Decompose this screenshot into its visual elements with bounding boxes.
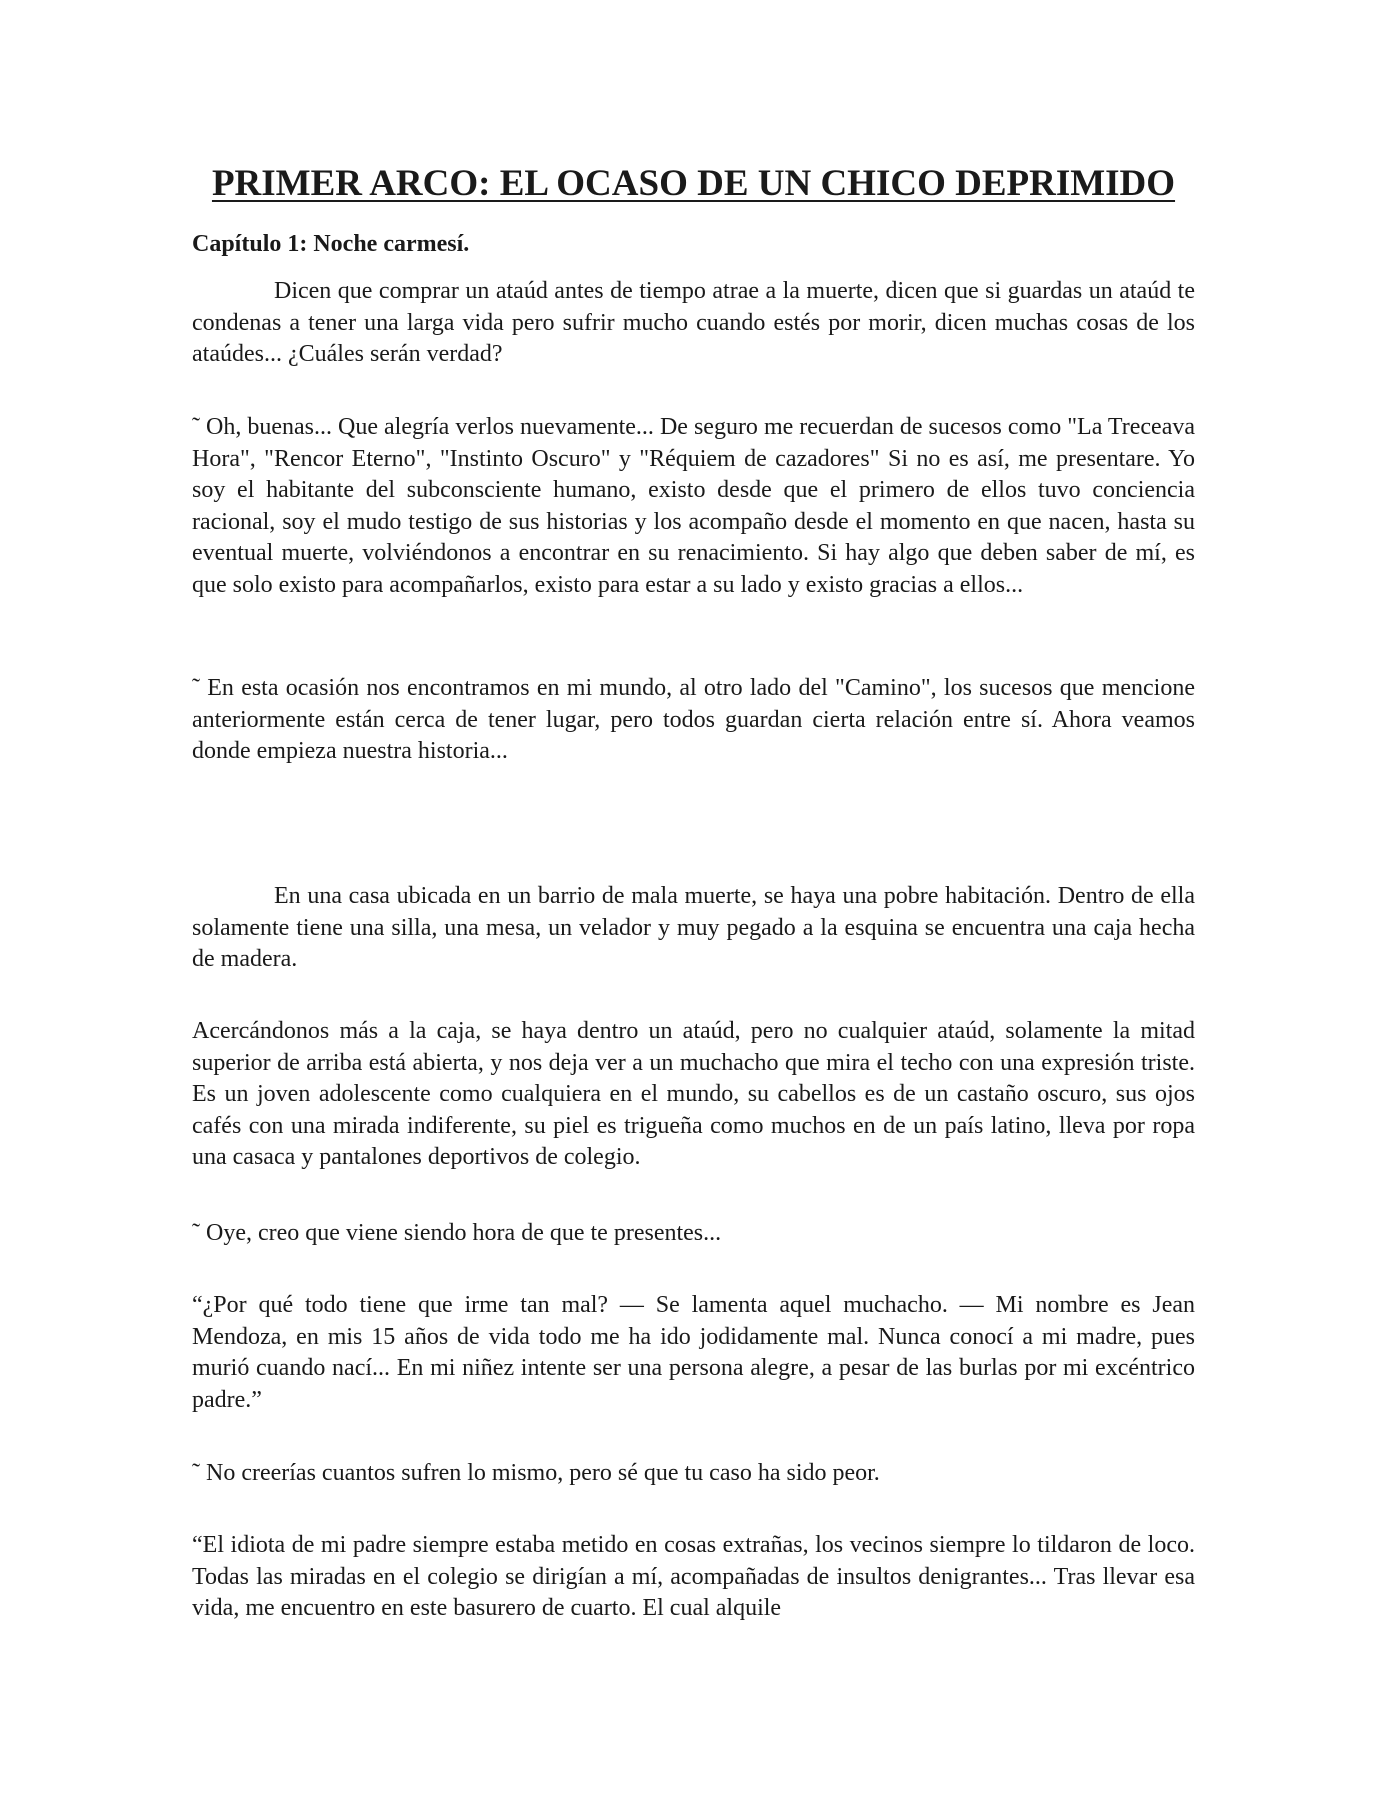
page-title: PRIMER ARCO: EL OCASO DE UN CHICO DEPRIMIDO xyxy=(211,163,1176,204)
paragraph-9: “El idiota de mi padre siempre estaba metido en cosas extrañas, los vecinos siempre lo tildaron de loco. Todas las miradas en el colegio se dirigían a mí, acompañadas de insultos denigrantes... Tras llevar esa vida, me encuentro en este basurero de cuarto. El cual alquile xyxy=(192,1532,1195,1621)
paragraph-1: Dicen que comprar un ataúd antes de tiempo atrae a la muerte, dicen que si guardas un ataúd te condenas a tener una larga vida pero sufrir mucho cuando estés por morir, dicen muchas cosas de los ataúdes... ¿Cuáles serán verdad? xyxy=(192,278,1195,367)
paragraph-4: En una casa ubicada en un barrio de mala muerte, se haya una pobre habitación. Dentro de ella solamente tiene una silla, una mesa, un velador y muy pegado a la esquina se encuentra una caja hecha de madera. xyxy=(192,883,1195,972)
paragraph-5: Acercándonos más a la caja, se haya dentro un ataúd, pero no cualquier ataúd, solamente la mitad superior de arriba está abierta, y nos deja ver a un muchacho que mira el techo con una expresión triste. Es un joven adolescente como cualquiera en el mundo, su cabellos es de un castaño oscuro, sus ojos cafés con una mirada indiferente, su piel es trigueña como muchos en de un país latino, lleva por ropa una casaca y pantalones deportivos de colegio. xyxy=(192,1018,1195,1170)
chapter-heading: Capítulo 1: Noche carmesí. xyxy=(192,231,470,257)
paragraph-7: “¿Por qué todo tiene que irme tan mal? — Se lamenta aquel muchacho. — Mi nombre es Jean Mendoza, en mis 15 años de vida todo me ha ido jodidamente mal. Nunca conocí a mi madre, pues murió cuando nací... En mi niñez intente ser una persona alegre, a pesar de las burlas por mi excéntrico padre.” xyxy=(192,1292,1195,1413)
paragraph-2: ˜ Oh, buenas... Que alegría verlos nuevamente... De seguro me recuerdan de sucesos como "La Treceava Hora", "Rencor Eterno", "Instinto Oscuro" y "Réquiem de cazadores" Si no es así, me presentare. Yo soy el habitante del subconsciente humano, existo desde que el primero de ellos tuvo conciencia racional, soy el mudo testigo de sus historias y los acompaño desde el momento en que nacen, hasta su eventual muerte, volviéndonos a encontrar en su renacimiento. Si hay algo que deben saber de mí, es que solo existo para acompañarlos, existo para estar a su lado y existo gracias a ellos... xyxy=(192,414,1195,598)
paragraph-6: ˜ Oye, creo que viene siendo hora de que te presentes... xyxy=(192,1220,722,1246)
paragraph-3: ˜ En esta ocasión nos encontramos en mi mundo, al otro lado del "Camino", los sucesos que mencione anteriormente están cerca de tener lugar, pero todos guardan cierta relación entre sí. Ahora veamos donde empieza nuestra historia... xyxy=(192,675,1195,764)
paragraph-8: ˜ No creerías cuantos sufren lo mismo, pero sé que tu caso ha sido peor. xyxy=(192,1460,880,1486)
